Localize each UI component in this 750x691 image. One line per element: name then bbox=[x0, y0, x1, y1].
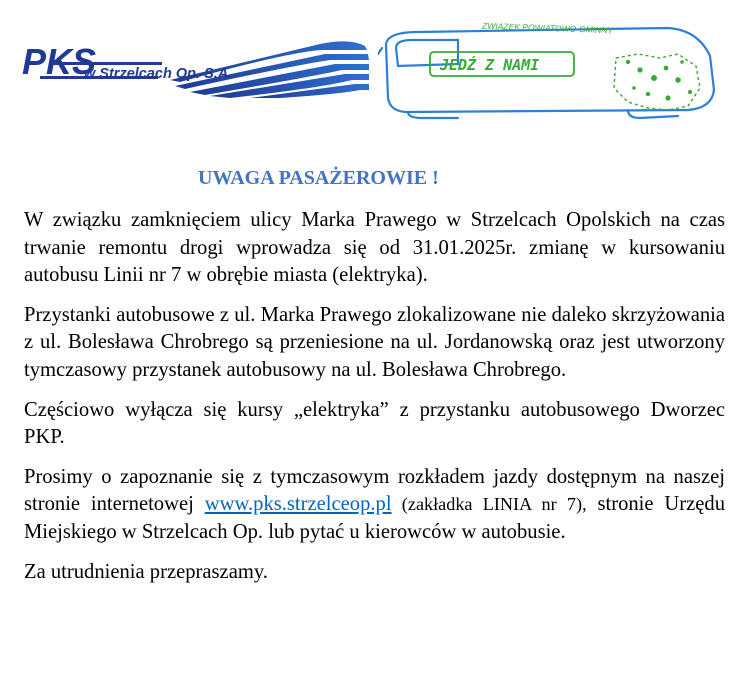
website-link[interactable]: www.pks.strzelceop.pl bbox=[204, 493, 392, 516]
header bbox=[0, 0, 750, 140]
map-dots-icon bbox=[626, 60, 692, 101]
bus-logo bbox=[378, 18, 720, 124]
paragraph-1: W związku zamknięciem ulicy Marka Prawego w Strzelcach Opolskich na czas trwanie remontu drogi wprowadza się od 31.01.2025r. zmianę w kursowaniu autobusu Linii nr 7 w obrębie miasta (elektryka). bbox=[24, 209, 725, 287]
paragraph-3: Częściowo wyłącza się kursy „elektryka” z przystanku autobusowego Dworzec PKP. bbox=[24, 398, 725, 449]
paragraph-4 bbox=[24, 464, 725, 547]
paragraph-4-end: stronie Urzędu Miejskiego w Strzelcach Op. lub pytać u kierowców w autobusie. bbox=[24, 493, 726, 543]
paragraph-2: Przystanki autobusowe z ul. Marka Prawego zlokalizowane nie daleko skrzyżowania z ul. Bolesława Chrobrego są przeniesione na ul. Jordanowską oraz jest utworzony tymczasowy przystanek autobusowy na ul. Bolesława Chrobrego. bbox=[24, 303, 725, 381]
paragraph-4-start: Prosimy o zapoznanie się z tymczasowym rozkładem jazdy dostępnym na naszej stronie internetowej bbox=[24, 465, 725, 516]
tab-note: (zakładka LINIA nr 7), bbox=[391, 494, 587, 515]
pks-subtitle: w Strzelcach Op. S.A. bbox=[84, 66, 233, 82]
pks-logo bbox=[20, 36, 372, 98]
bus-outline-icon bbox=[378, 28, 714, 118]
paragraph-5: Za utrudnienia przepraszamy. bbox=[24, 560, 268, 583]
notice-content bbox=[24, 165, 725, 598]
bus-arc-text: ZWIĄZEK POWIATOWO-GMINNY bbox=[481, 20, 614, 36]
bus-slogan: JEDŹ Z NAMI bbox=[440, 56, 540, 74]
notice-heading: UWAGA PASAŻEROWIE ! bbox=[198, 167, 439, 189]
pks-brand: PKS bbox=[22, 41, 97, 82]
